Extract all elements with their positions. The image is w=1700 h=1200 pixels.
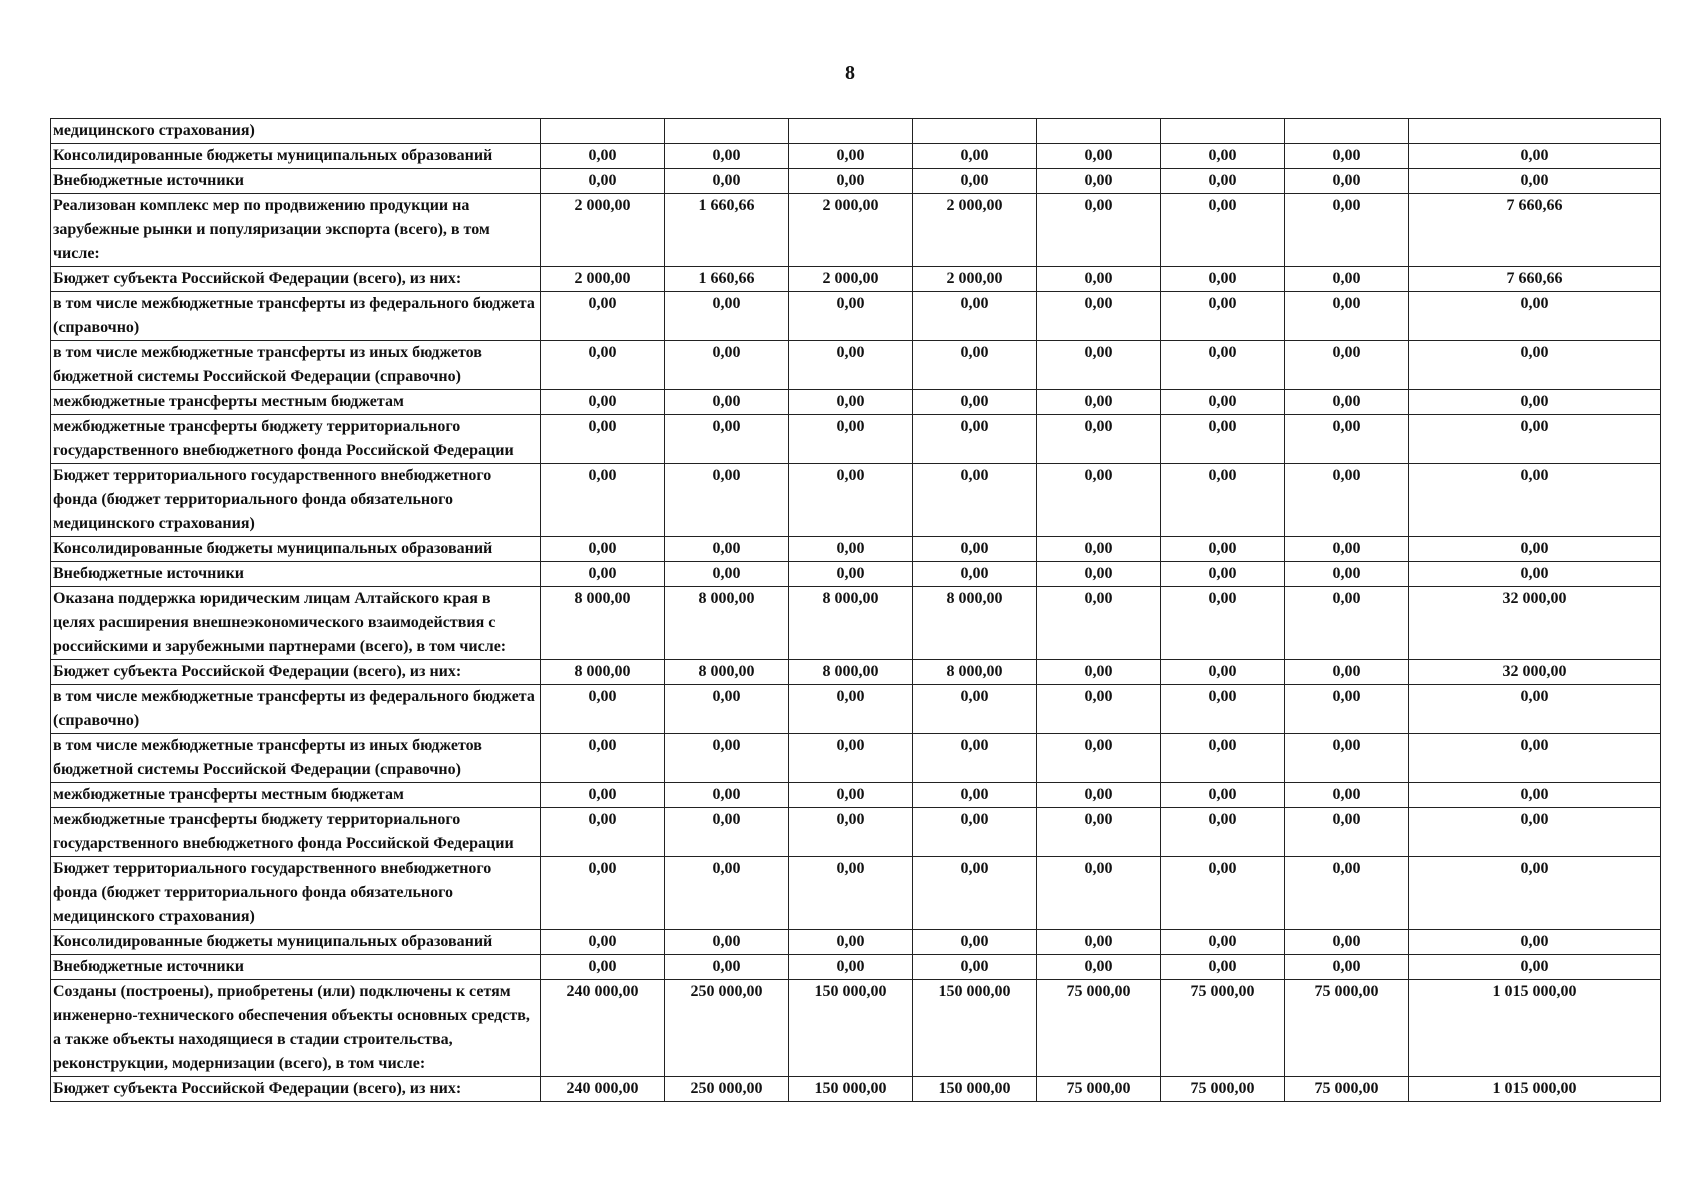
value-cell: 0,00 xyxy=(1161,685,1285,734)
value-cell: 2 000,00 xyxy=(541,194,665,267)
value-cell: 0,00 xyxy=(1409,734,1661,783)
value-cell: 75 000,00 xyxy=(1161,980,1285,1077)
value-cell: 2 000,00 xyxy=(789,194,913,267)
value-cell: 0,00 xyxy=(1037,341,1161,390)
value-cell: 0,00 xyxy=(789,144,913,169)
value-cell xyxy=(913,119,1037,144)
value-cell: 0,00 xyxy=(541,537,665,562)
value-cell: 0,00 xyxy=(665,537,789,562)
row-label: Консолидированные бюджеты муниципальных образований xyxy=(51,537,541,562)
value-cell: 0,00 xyxy=(1037,783,1161,808)
value-cell: 0,00 xyxy=(541,930,665,955)
budget-table-body xyxy=(51,119,1661,1102)
value-cell: 0,00 xyxy=(1409,292,1661,341)
table-row xyxy=(51,955,1661,980)
value-cell: 0,00 xyxy=(541,955,665,980)
value-cell: 0,00 xyxy=(789,930,913,955)
value-cell: 0,00 xyxy=(913,390,1037,415)
value-cell: 0,00 xyxy=(1161,144,1285,169)
row-label: в том числе межбюджетные трансферты из федерального бюджета (справочно) xyxy=(51,292,541,341)
value-cell: 0,00 xyxy=(1285,415,1409,464)
row-label: Бюджет территориального государственного внебюджетного фонда (бюджет территориального фонда обязательного медицинского страхования) xyxy=(51,464,541,537)
value-cell: 0,00 xyxy=(789,390,913,415)
table-row xyxy=(51,685,1661,734)
value-cell: 0,00 xyxy=(1409,169,1661,194)
value-cell: 0,00 xyxy=(665,857,789,930)
value-cell: 0,00 xyxy=(1285,857,1409,930)
value-cell: 0,00 xyxy=(1161,464,1285,537)
value-cell: 0,00 xyxy=(1285,464,1409,537)
value-cell: 0,00 xyxy=(1037,390,1161,415)
value-cell: 8 000,00 xyxy=(665,660,789,685)
table-row xyxy=(51,587,1661,660)
value-cell: 240 000,00 xyxy=(541,1077,665,1102)
value-cell: 0,00 xyxy=(665,169,789,194)
value-cell: 0,00 xyxy=(1409,464,1661,537)
row-label: Созданы (построены), приобретены (или) подключены к сетям инженерно-технического обеспечения объекты основных средств, а также объекты находящиеся в стадии строительства, реконструкции, модернизации (всего), в том числе: xyxy=(51,980,541,1077)
table-row xyxy=(51,144,1661,169)
value-cell: 0,00 xyxy=(1037,267,1161,292)
value-cell: 0,00 xyxy=(1037,808,1161,857)
value-cell: 75 000,00 xyxy=(1037,980,1161,1077)
row-label: Внебюджетные источники xyxy=(51,562,541,587)
value-cell: 0,00 xyxy=(1285,341,1409,390)
value-cell: 0,00 xyxy=(913,464,1037,537)
value-cell: 0,00 xyxy=(789,537,913,562)
value-cell: 0,00 xyxy=(665,783,789,808)
value-cell: 0,00 xyxy=(665,734,789,783)
value-cell: 7 660,66 xyxy=(1409,267,1661,292)
value-cell: 0,00 xyxy=(1285,292,1409,341)
value-cell: 0,00 xyxy=(1285,390,1409,415)
row-label: в том числе межбюджетные трансферты из иных бюджетов бюджетной системы Российской Федерации (справочно) xyxy=(51,734,541,783)
value-cell: 7 660,66 xyxy=(1409,194,1661,267)
value-cell: 0,00 xyxy=(789,685,913,734)
table-row xyxy=(51,857,1661,930)
value-cell: 0,00 xyxy=(1285,537,1409,562)
table-row xyxy=(51,537,1661,562)
value-cell: 0,00 xyxy=(913,144,1037,169)
value-cell: 0,00 xyxy=(541,341,665,390)
table-row xyxy=(51,267,1661,292)
value-cell: 0,00 xyxy=(1037,857,1161,930)
value-cell: 1 660,66 xyxy=(665,194,789,267)
value-cell: 1 660,66 xyxy=(665,267,789,292)
value-cell: 75 000,00 xyxy=(1285,1077,1409,1102)
value-cell: 75 000,00 xyxy=(1037,1077,1161,1102)
value-cell: 0,00 xyxy=(1161,292,1285,341)
value-cell: 0,00 xyxy=(1037,292,1161,341)
value-cell: 32 000,00 xyxy=(1409,587,1661,660)
value-cell: 0,00 xyxy=(1037,955,1161,980)
value-cell: 0,00 xyxy=(1161,930,1285,955)
value-cell: 8 000,00 xyxy=(789,660,913,685)
value-cell: 1 015 000,00 xyxy=(1409,980,1661,1077)
value-cell: 0,00 xyxy=(1409,955,1661,980)
value-cell: 0,00 xyxy=(1409,415,1661,464)
value-cell: 8 000,00 xyxy=(789,587,913,660)
value-cell: 0,00 xyxy=(913,415,1037,464)
value-cell: 32 000,00 xyxy=(1409,660,1661,685)
row-label: Бюджет субъекта Российской Федерации (всего), из них: xyxy=(51,1077,541,1102)
value-cell: 2 000,00 xyxy=(789,267,913,292)
value-cell: 0,00 xyxy=(541,734,665,783)
value-cell: 0,00 xyxy=(541,808,665,857)
value-cell: 0,00 xyxy=(665,930,789,955)
value-cell: 0,00 xyxy=(913,808,1037,857)
value-cell xyxy=(665,119,789,144)
value-cell: 0,00 xyxy=(1285,734,1409,783)
value-cell: 0,00 xyxy=(665,415,789,464)
value-cell: 0,00 xyxy=(913,783,1037,808)
value-cell: 0,00 xyxy=(789,808,913,857)
table-row xyxy=(51,562,1661,587)
value-cell: 0,00 xyxy=(1409,783,1661,808)
value-cell: 0,00 xyxy=(1037,144,1161,169)
value-cell: 0,00 xyxy=(665,562,789,587)
value-cell: 240 000,00 xyxy=(541,980,665,1077)
value-cell: 0,00 xyxy=(913,857,1037,930)
value-cell: 0,00 xyxy=(789,955,913,980)
value-cell: 0,00 xyxy=(789,734,913,783)
value-cell: 0,00 xyxy=(1285,194,1409,267)
value-cell: 1 015 000,00 xyxy=(1409,1077,1661,1102)
value-cell: 0,00 xyxy=(1161,341,1285,390)
value-cell: 0,00 xyxy=(1161,415,1285,464)
table-row xyxy=(51,390,1661,415)
table-row xyxy=(51,415,1661,464)
value-cell: 0,00 xyxy=(913,734,1037,783)
value-cell: 0,00 xyxy=(1285,930,1409,955)
value-cell: 0,00 xyxy=(1161,537,1285,562)
value-cell: 0,00 xyxy=(541,169,665,194)
row-label: межбюджетные трансферты бюджету территориального государственного внебюджетного фонда Российской Федерации xyxy=(51,808,541,857)
value-cell: 0,00 xyxy=(665,292,789,341)
row-label: в том числе межбюджетные трансферты из иных бюджетов бюджетной системы Российской Федерации (справочно) xyxy=(51,341,541,390)
row-label: Консолидированные бюджеты муниципальных образований xyxy=(51,144,541,169)
value-cell: 2 000,00 xyxy=(913,194,1037,267)
value-cell: 0,00 xyxy=(1409,808,1661,857)
value-cell: 0,00 xyxy=(541,464,665,537)
value-cell: 0,00 xyxy=(1409,537,1661,562)
value-cell: 0,00 xyxy=(1285,660,1409,685)
value-cell: 0,00 xyxy=(1037,537,1161,562)
value-cell: 0,00 xyxy=(1037,562,1161,587)
value-cell: 0,00 xyxy=(1285,562,1409,587)
value-cell: 0,00 xyxy=(541,857,665,930)
value-cell: 0,00 xyxy=(541,685,665,734)
value-cell: 0,00 xyxy=(1409,341,1661,390)
table-row xyxy=(51,119,1661,144)
value-cell xyxy=(1409,119,1661,144)
value-cell: 0,00 xyxy=(1409,685,1661,734)
row-label: Бюджет субъекта Российской Федерации (всего), из них: xyxy=(51,267,541,292)
value-cell: 150 000,00 xyxy=(913,1077,1037,1102)
budget-table xyxy=(50,118,1661,1102)
value-cell: 0,00 xyxy=(789,415,913,464)
value-cell: 0,00 xyxy=(789,783,913,808)
value-cell: 75 000,00 xyxy=(1285,980,1409,1077)
value-cell: 0,00 xyxy=(1037,685,1161,734)
value-cell xyxy=(789,119,913,144)
value-cell: 0,00 xyxy=(665,390,789,415)
value-cell: 8 000,00 xyxy=(665,587,789,660)
value-cell: 0,00 xyxy=(1285,685,1409,734)
table-row xyxy=(51,1077,1661,1102)
value-cell: 0,00 xyxy=(913,930,1037,955)
value-cell: 0,00 xyxy=(665,808,789,857)
value-cell: 0,00 xyxy=(665,144,789,169)
value-cell: 0,00 xyxy=(541,562,665,587)
row-label: Оказана поддержка юридическим лицам Алтайского края в целях расширения внешнеэкономического взаимодействия с российскими и зарубежными партнерами (всего), в том числе: xyxy=(51,587,541,660)
row-label: Реализован комплекс мер по продвижению продукции на зарубежные рынки и популяризации экспорта (всего), в том числе: xyxy=(51,194,541,267)
value-cell: 0,00 xyxy=(1161,169,1285,194)
value-cell: 0,00 xyxy=(1161,587,1285,660)
value-cell: 150 000,00 xyxy=(913,980,1037,1077)
table-row xyxy=(51,734,1661,783)
value-cell: 0,00 xyxy=(1037,660,1161,685)
row-label: медицинского страхования) xyxy=(51,119,541,144)
value-cell: 0,00 xyxy=(665,341,789,390)
value-cell: 0,00 xyxy=(1037,169,1161,194)
value-cell: 0,00 xyxy=(913,955,1037,980)
table-row xyxy=(51,930,1661,955)
row-label: Консолидированные бюджеты муниципальных образований xyxy=(51,930,541,955)
value-cell: 0,00 xyxy=(541,144,665,169)
value-cell: 0,00 xyxy=(1161,808,1285,857)
value-cell: 0,00 xyxy=(665,685,789,734)
value-cell: 0,00 xyxy=(1161,857,1285,930)
value-cell: 0,00 xyxy=(789,341,913,390)
value-cell: 0,00 xyxy=(1285,144,1409,169)
value-cell: 2 000,00 xyxy=(913,267,1037,292)
value-cell: 0,00 xyxy=(913,292,1037,341)
value-cell: 75 000,00 xyxy=(1161,1077,1285,1102)
value-cell: 0,00 xyxy=(1285,783,1409,808)
value-cell: 0,00 xyxy=(789,292,913,341)
value-cell xyxy=(541,119,665,144)
value-cell: 150 000,00 xyxy=(789,1077,913,1102)
value-cell: 0,00 xyxy=(913,685,1037,734)
value-cell: 0,00 xyxy=(1409,390,1661,415)
row-label: Бюджет территориального государственного внебюджетного фонда (бюджет территориального фонда обязательного медицинского страхования) xyxy=(51,857,541,930)
value-cell: 0,00 xyxy=(1161,783,1285,808)
page-number: 8 xyxy=(845,62,855,84)
value-cell: 0,00 xyxy=(1161,734,1285,783)
value-cell: 0,00 xyxy=(665,464,789,537)
value-cell: 250 000,00 xyxy=(665,1077,789,1102)
value-cell xyxy=(1161,119,1285,144)
table-row xyxy=(51,980,1661,1077)
value-cell: 0,00 xyxy=(789,464,913,537)
value-cell: 8 000,00 xyxy=(913,660,1037,685)
value-cell: 150 000,00 xyxy=(789,980,913,1077)
value-cell: 0,00 xyxy=(913,341,1037,390)
value-cell: 8 000,00 xyxy=(541,587,665,660)
table-row xyxy=(51,783,1661,808)
value-cell: 0,00 xyxy=(1409,562,1661,587)
value-cell: 0,00 xyxy=(913,537,1037,562)
value-cell: 0,00 xyxy=(913,562,1037,587)
value-cell: 0,00 xyxy=(541,292,665,341)
value-cell: 0,00 xyxy=(789,169,913,194)
value-cell xyxy=(1037,119,1161,144)
value-cell: 0,00 xyxy=(1037,734,1161,783)
row-label: межбюджетные трансферты местным бюджетам xyxy=(51,390,541,415)
value-cell: 0,00 xyxy=(1161,390,1285,415)
row-label: Внебюджетные источники xyxy=(51,169,541,194)
value-cell: 0,00 xyxy=(1285,169,1409,194)
table-row xyxy=(51,341,1661,390)
table-row xyxy=(51,808,1661,857)
value-cell: 0,00 xyxy=(789,857,913,930)
row-label: межбюджетные трансферты местным бюджетам xyxy=(51,783,541,808)
value-cell: 0,00 xyxy=(541,783,665,808)
value-cell: 0,00 xyxy=(1161,194,1285,267)
row-label: Внебюджетные источники xyxy=(51,955,541,980)
value-cell: 0,00 xyxy=(1409,930,1661,955)
value-cell: 250 000,00 xyxy=(665,980,789,1077)
value-cell: 0,00 xyxy=(1037,194,1161,267)
value-cell: 0,00 xyxy=(1409,857,1661,930)
value-cell: 0,00 xyxy=(1037,415,1161,464)
value-cell: 0,00 xyxy=(1285,267,1409,292)
table-row xyxy=(51,660,1661,685)
value-cell: 0,00 xyxy=(1037,587,1161,660)
value-cell: 8 000,00 xyxy=(913,587,1037,660)
value-cell: 8 000,00 xyxy=(541,660,665,685)
value-cell: 0,00 xyxy=(1409,144,1661,169)
value-cell: 0,00 xyxy=(1037,930,1161,955)
table-row xyxy=(51,464,1661,537)
value-cell: 0,00 xyxy=(1161,955,1285,980)
value-cell: 0,00 xyxy=(789,562,913,587)
value-cell: 0,00 xyxy=(1285,808,1409,857)
value-cell xyxy=(1285,119,1409,144)
value-cell: 0,00 xyxy=(665,955,789,980)
row-label: межбюджетные трансферты бюджету территориального государственного внебюджетного фонда Российской Федерации xyxy=(51,415,541,464)
value-cell: 0,00 xyxy=(541,415,665,464)
value-cell: 0,00 xyxy=(913,169,1037,194)
table-row xyxy=(51,292,1661,341)
value-cell: 0,00 xyxy=(1285,587,1409,660)
value-cell: 0,00 xyxy=(541,390,665,415)
row-label: в том числе межбюджетные трансферты из федерального бюджета (справочно) xyxy=(51,685,541,734)
value-cell: 0,00 xyxy=(1161,660,1285,685)
value-cell: 0,00 xyxy=(1161,562,1285,587)
value-cell: 0,00 xyxy=(1037,464,1161,537)
table-row xyxy=(51,194,1661,267)
row-label: Бюджет субъекта Российской Федерации (всего), из них: xyxy=(51,660,541,685)
value-cell: 2 000,00 xyxy=(541,267,665,292)
table-row xyxy=(51,169,1661,194)
value-cell: 0,00 xyxy=(1161,267,1285,292)
value-cell: 0,00 xyxy=(1285,955,1409,980)
